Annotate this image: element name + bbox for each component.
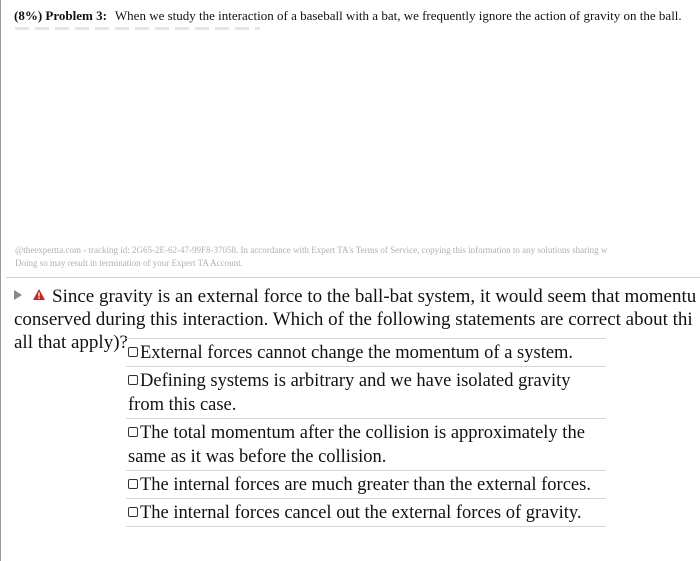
checkbox-icon[interactable] [128, 479, 138, 489]
question-icons [14, 287, 52, 303]
question-line-1: Since gravity is an external force to the ball-bat system, it would seem that momentu [52, 286, 697, 307]
checkbox-icon[interactable] [128, 375, 138, 385]
option-label: The total momentum after the collision is approximately the same as it was before the collision. [128, 423, 585, 467]
play-icon[interactable] [14, 290, 22, 300]
option-label: The internal forces cancel out the external forces of gravity. [140, 503, 582, 523]
option-1[interactable] [126, 338, 606, 366]
problem-text: When we study the interaction of a baseball with a bat, we frequently ignore the action of gravity on the ball. [114, 8, 682, 23]
checkbox-icon[interactable] [128, 507, 138, 517]
watermark-line-1: @theexpertta.com - tracking id: 2G65-2E-62-47-99F8-37058. In accordance with Expert TA's Terms of Service, copying this information to any solutions sharing w [15, 245, 608, 255]
divider [6, 277, 700, 278]
question-line-3: all that apply)? [14, 332, 128, 353]
watermark [15, 244, 607, 270]
checkbox-icon[interactable] [128, 427, 138, 437]
answer-options [126, 338, 606, 527]
watermark-line-2: Doing so may result in termination of your Expert TA Account. [15, 258, 243, 268]
option-4[interactable] [126, 470, 606, 498]
option-label: The internal forces are much greater than the external forces. [140, 475, 591, 495]
faint-text-line [15, 27, 260, 30]
problem-label: (8%) Problem 3: [14, 8, 107, 23]
option-2[interactable] [126, 366, 606, 418]
option-3[interactable] [126, 418, 606, 470]
option-label: External forces cannot change the momentum of a system. [140, 343, 574, 363]
option-5[interactable] [126, 498, 606, 527]
question-line-2: conserved during this interaction. Which of the following statements are correct about thi [14, 309, 693, 330]
option-label: Defining systems is arbitrary and we have isolated gravity from this case. [128, 371, 571, 415]
checkbox-icon[interactable] [128, 347, 138, 357]
warning-icon [32, 288, 46, 301]
problem-header [14, 8, 682, 24]
